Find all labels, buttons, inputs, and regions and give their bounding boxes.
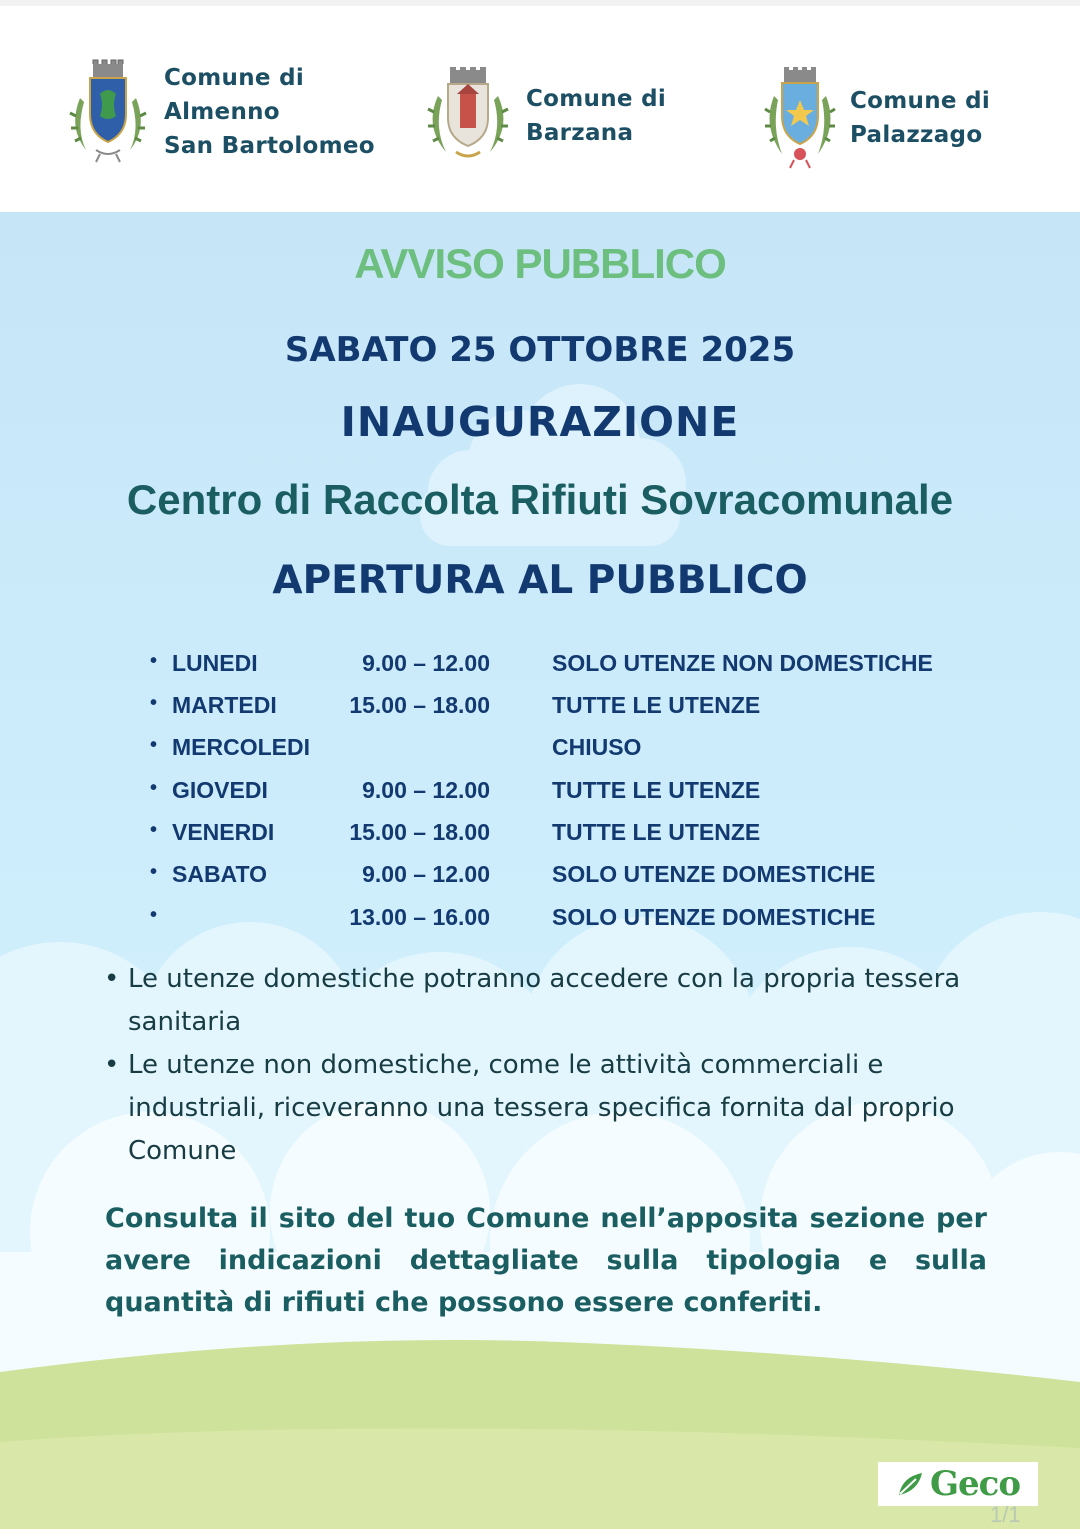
bullet-icon: • <box>104 1050 120 1080</box>
event-name: INAUGURAZIONE <box>340 398 740 446</box>
almenno-coat-of-arms-icon <box>66 58 150 166</box>
info-text: Le utenze non domestiche, come le attività commerciali e industriali, riceveranno una tessera specifica fornita dal proprio Comune <box>128 1050 955 1166</box>
geco-wordmark: Geco <box>929 1464 1021 1504</box>
palazzago-line-1: Comune di <box>850 88 991 114</box>
almenno-line-2: Almenno <box>164 99 280 125</box>
bullet-icon: • <box>150 777 158 799</box>
barzana-line-2: Barzana <box>526 120 634 146</box>
schedule-note: TUTTE LE UTENZE <box>552 692 761 718</box>
page-indicator: 1/1 <box>990 1502 1021 1527</box>
municipality-barzana <box>424 66 666 166</box>
schedule-day: LUNEDI <box>172 650 258 676</box>
schedule-day: MARTEDI <box>172 692 277 718</box>
almenno-line-1: Comune di <box>164 65 305 91</box>
schedule-note: SOLO UTENZE NON DOMESTICHE <box>552 650 933 676</box>
schedule-hours: 15.00 – 18.00 <box>349 819 490 845</box>
schedule-hours: 9.00 – 12.00 <box>362 650 490 676</box>
schedule-hours: 15.00 – 18.00 <box>349 692 490 718</box>
geco-logo <box>878 1462 1038 1506</box>
schedule-day: GIOVEDI <box>172 777 268 803</box>
schedule-row <box>150 650 970 680</box>
consult-website-note: Consulta il sito del tuo Comune nell’apposita sezione per avere indicazioni dettagliate sulla tipologia e sulla quantità di rifiuti che possono essere conferiti. <box>105 1203 987 1318</box>
almenno-line-3: San Bartolomeo <box>164 133 375 159</box>
schedule-row <box>150 904 970 934</box>
schedule-hours: 9.00 – 12.00 <box>362 861 490 887</box>
palazzago-coat-of-arms-icon <box>764 66 836 170</box>
schedule-note: TUTTE LE UTENZE <box>552 819 761 845</box>
info-item-business-card <box>104 1044 984 1174</box>
municipality-almenno <box>66 58 375 166</box>
almenno-name <box>164 61 375 163</box>
schedule-row <box>150 734 970 764</box>
info-item-health-card <box>104 958 984 1044</box>
bullet-icon: • <box>104 964 120 994</box>
notice-title: AVVISO PUBBLICO <box>354 240 726 287</box>
barzana-line-1: Comune di <box>526 86 667 112</box>
schedule-note: SOLO UTENZE DOMESTICHE <box>552 861 876 887</box>
palazzago-name <box>850 84 990 152</box>
facility-name: Centro di Raccolta Rifiuti Sovracomunale <box>126 476 954 523</box>
bullet-icon: • <box>150 650 158 672</box>
schedule-row <box>150 861 970 891</box>
bullet-icon: • <box>150 861 158 883</box>
opening-hours-title: APERTURA AL PUBBLICO <box>272 558 808 603</box>
schedule-day: VENERDI <box>172 819 275 845</box>
schedule-note: SOLO UTENZE DOMESTICHE <box>552 904 876 930</box>
schedule-note: TUTTE LE UTENZE <box>552 777 761 803</box>
schedule-hours: 9.00 – 12.00 <box>362 777 490 803</box>
bullet-icon: • <box>150 734 158 756</box>
municipality-palazzago <box>764 66 990 170</box>
palazzago-line-2: Palazzago <box>850 122 983 148</box>
schedule-note: CHIUSO <box>552 734 642 760</box>
info-text: Le utenze domestiche potranno accedere con la propria tessera sanitaria <box>128 964 961 1037</box>
event-date: SABATO 25 OTTOBRE 2025 <box>284 330 796 370</box>
municipalities-header <box>0 6 1080 212</box>
schedule-row <box>150 692 970 722</box>
schedule-day: MERCOLEDI <box>172 734 310 760</box>
barzana-name <box>526 82 666 150</box>
bullet-icon: • <box>150 904 158 926</box>
schedule-row <box>150 819 970 849</box>
bullet-icon: • <box>150 692 158 714</box>
geco-leaf-icon <box>896 1469 926 1499</box>
schedule-hours: 13.00 – 16.00 <box>349 904 490 930</box>
barzana-coat-of-arms-icon <box>424 66 512 166</box>
notice-poster <box>0 212 1080 1529</box>
schedule-row <box>150 777 970 807</box>
bullet-icon: • <box>150 819 158 841</box>
schedule-day: SABATO <box>172 861 267 887</box>
